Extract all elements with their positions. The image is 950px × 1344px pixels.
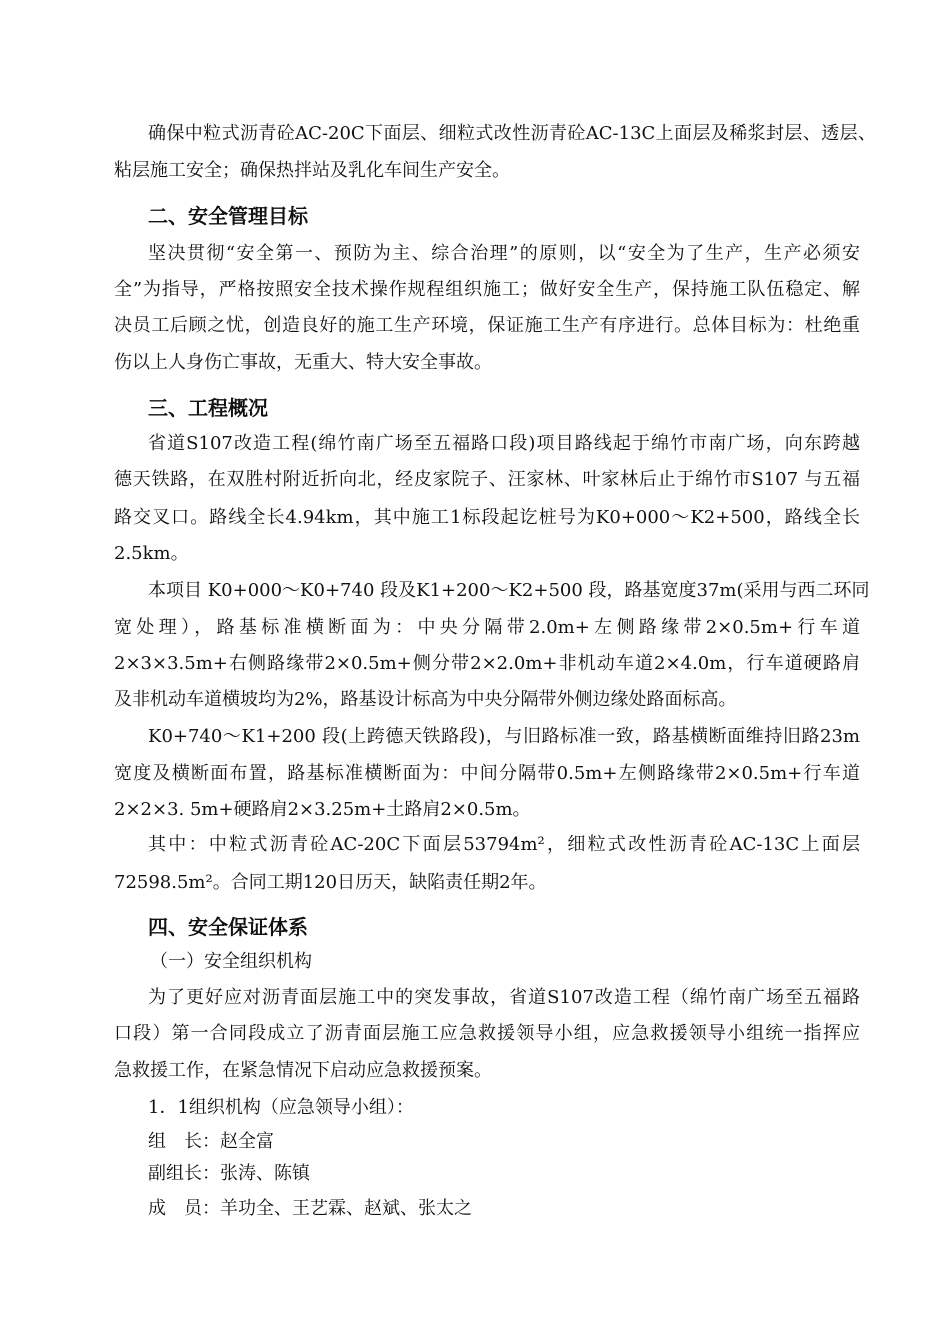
paragraph-emergency-line-2: 口段）第一合同段成立了沥青面层施工应急救援领导小组，应急救援领导小组统一指挥应 — [114, 1023, 860, 1044]
paragraph-section-a-line-3: 2×3×3.5m+右侧路缘带2×0.5m+侧分带2×2.0m+非机动车道2×4.0m，行车道硬路肩 — [114, 653, 860, 674]
paragraph-overview-line-4: 2.5km。 — [114, 543, 189, 564]
heading-safety-goals: 二、安全管理目标 — [148, 204, 308, 228]
paragraph-section-b-line-2: 宽度及横断面布置，路基标准横断面为：中间分隔带0.5m+左侧路缘带2×0.5m+行车道 — [114, 763, 860, 784]
paragraph-section-b-line-1: K0+740～K1+200 段(上跨德天铁路段)，与旧路标准一致，路基横断面维持旧路23m — [148, 726, 860, 747]
org-structure-title: 1．1组织机构（应急领导小组）： — [148, 1097, 414, 1118]
paragraph-quantities-line-1: 其中：中粒式沥青砼AC-20C下面层53794m²，细粒式改性沥青砼AC-13C上面层 — [148, 834, 860, 855]
paragraph-emergency-line-1: 为了更好应对沥青面层施工中的突发事故，省道S107改造工程（绵竹南广场至五福路 — [148, 987, 860, 1008]
paragraph-section-a-line-1: 本项目 K0+000～K0+740 段及K1+200～K2+500 段，路基宽度37m(采用与西二环同 — [148, 580, 870, 601]
paragraph-goals-line-3: 决员工后顾之忧，创造良好的施工生产环境，保证施工生产有序进行。总体目标为：杜绝重 — [114, 315, 860, 336]
paragraph-section-a-line-2: 宽处理），路基标准横断面为：中央分隔带2.0m+左侧路缘带2×0.5m+行车道 — [114, 617, 860, 638]
paragraph-quantities-line-2: 72598.5m²。合同工期120日历天，缺陷责任期2年。 — [114, 872, 547, 893]
paragraph-overview-line-3: 路交叉口。路线全长4.94km，其中施工1标段起讫桩号为K0+000～K2+500，路线全长 — [114, 507, 860, 528]
heading-project-overview: 三、工程概况 — [148, 396, 268, 420]
deputy-leader-line: 副组长：张涛、陈镇 — [148, 1163, 310, 1184]
paragraph-goals-line-2: 全”为指导，严格按照安全技术操作规程组织施工；做好安全生产，保持施工队伍稳定、解 — [114, 279, 860, 300]
paragraph-emergency-line-3: 急救援工作，在紧急情况下启动应急救援预案。 — [114, 1060, 492, 1081]
members-line: 成 员：羊功全、王艺霖、赵斌、张太之 — [148, 1198, 472, 1219]
paragraph-goals-line-1: 坚决贯彻“安全第一、预防为主、综合治理”的原则，以“安全为了生产，生产必须安 — [148, 243, 860, 264]
paragraph-section-a-line-4: 及非机动车道横坡均为2%，路基设计标高为中央分隔带外侧边缘处路面标高。 — [114, 689, 737, 710]
paragraph-section-b-line-3: 2×2×3. 5m+硬路肩2×3.25m+土路肩2×0.5m。 — [114, 799, 531, 820]
subheading-org-structure: （一）安全组织机构 — [150, 951, 312, 972]
paragraph-goals-line-4: 伤以上人身伤亡事故，无重大、特大安全事故。 — [114, 352, 492, 373]
paragraph-scope-line-1: 确保中粒式沥青砼AC-20C下面层、细粒式改性沥青砼AC-13C上面层及稀浆封层、透层、 — [148, 123, 876, 144]
leader-line: 组 长：赵全富 — [148, 1131, 274, 1152]
paragraph-scope-line-2: 粘层施工安全；确保热拌站及乳化车间生产安全。 — [114, 160, 510, 181]
paragraph-overview-line-1: 省道S107改造工程(绵竹南广场至五福路口段)项目路线起于绵竹市南广场，向东跨越 — [148, 433, 860, 454]
heading-safety-system: 四、安全保证体系 — [148, 915, 308, 939]
paragraph-overview-line-2: 德天铁路，在双胜村附近折向北，经皮家院子、汪家林、叶家林后止于绵竹市S107 与五福 — [114, 469, 860, 490]
